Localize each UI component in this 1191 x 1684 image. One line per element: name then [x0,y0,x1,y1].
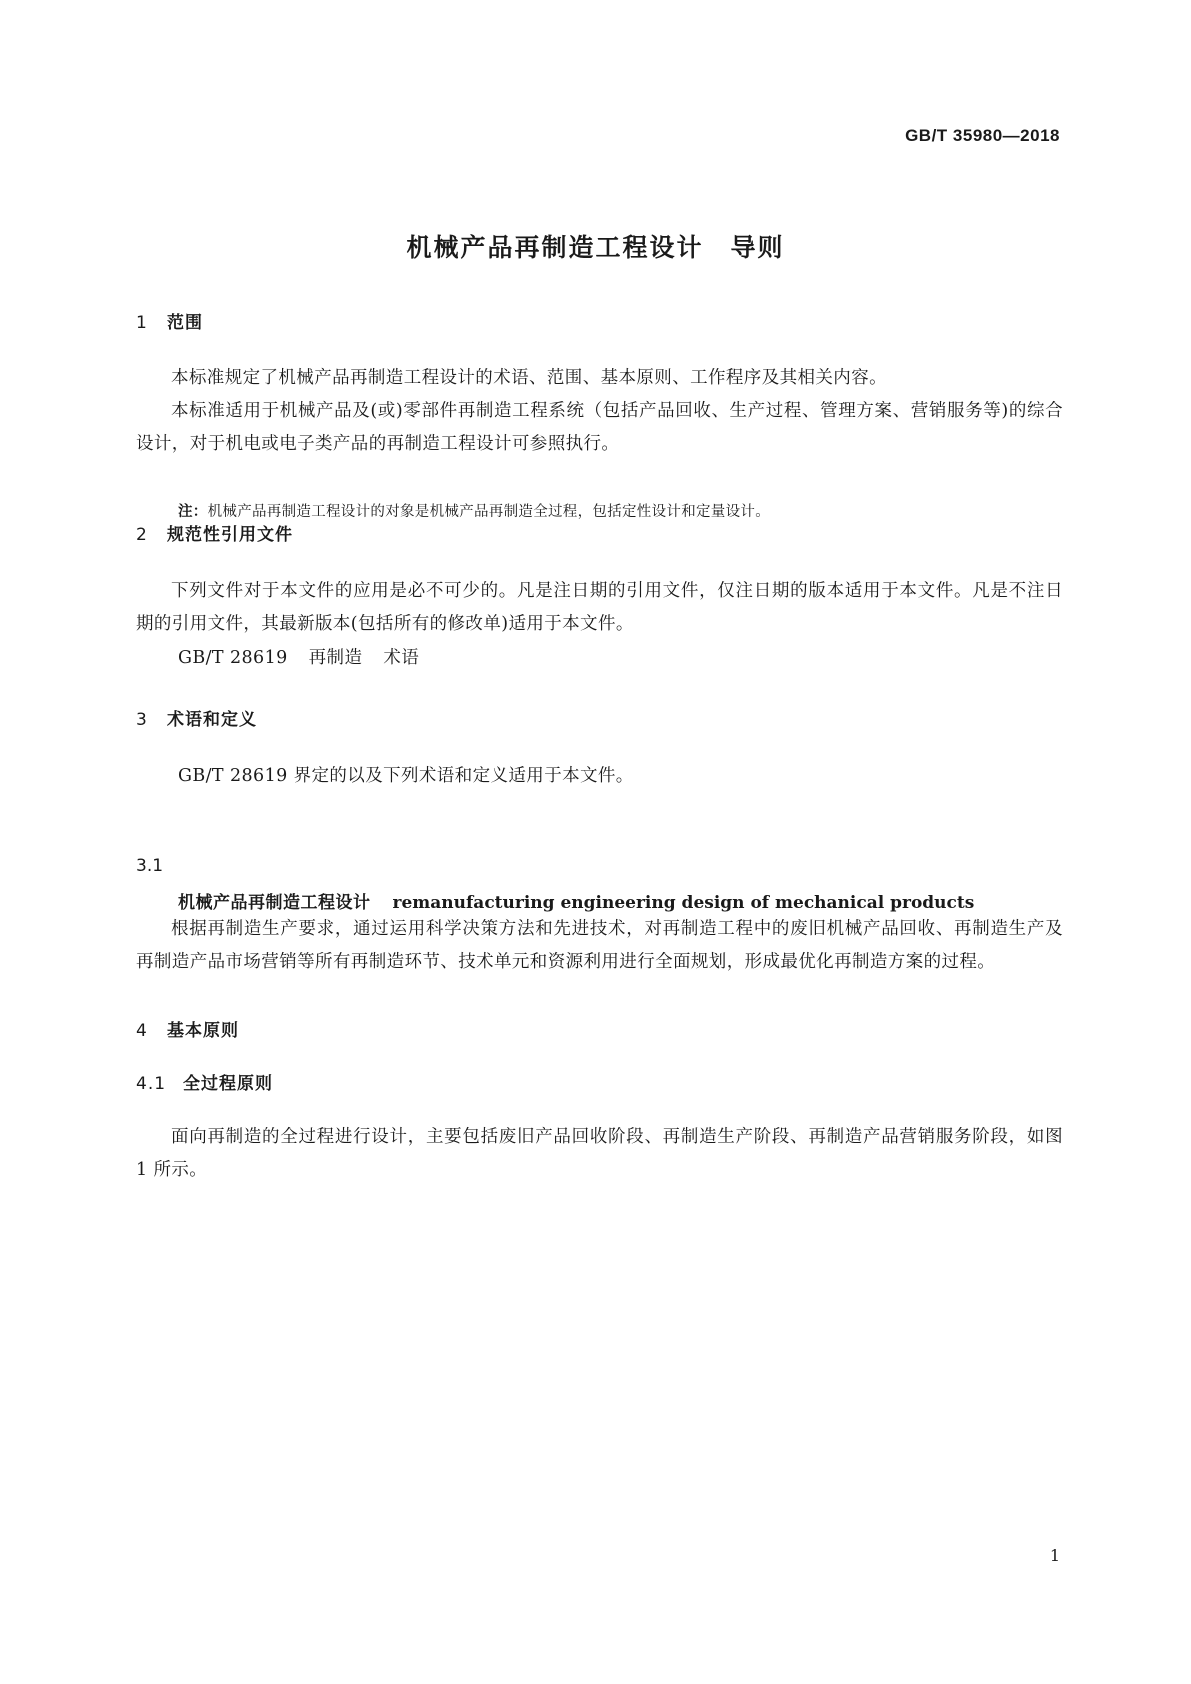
reference-title-part: 术语 [383,648,420,668]
paragraph: 本标准适用于机械产品及(或)零部件再制造工程系统（包括产品回收、生产过程、管理方案、营销服务等)的综合设计，对于机电或电子类产品的再制造工程设计可参照执行。 [136,401,1063,454]
term-chinese: 机械产品再制造工程设计 [178,893,371,913]
document-title: 机械产品再制造工程设计 导则 [406,233,785,262]
clause-number: 3.1 [136,856,164,876]
section-title: 全过程原则 [183,1074,273,1094]
standard-code: GB/T 35980—2018 [905,126,1060,145]
section-title: 基本原则 [167,1021,239,1041]
paragraph: 面向再制造的全过程进行设计，主要包括废旧产品回收阶段、再制造生产阶段、再制造产品营销服务阶段，如图 1 所示。 [136,1127,1063,1180]
paragraph: 本标准规定了机械产品再制造工程设计的术语、范围、基本原则、工作程序及其相关内容。 [171,368,887,388]
section-title: 范围 [167,313,203,333]
term-english: remanufacturing engineering design of mechanical products [392,893,975,913]
reference-title-part: 再制造 [308,648,363,668]
section-4-1-heading [136,1069,273,1094]
section-4-heading [136,1016,239,1041]
section-2-heading [136,520,293,545]
note-text: 机械产品再制造工程设计的对象是机械产品再制造全过程，包括定性设计和定量设计。 [207,504,771,520]
paragraph: GB/T 28619 界定的以及下列术语和定义适用于本文件。 [178,766,634,786]
section-number: 4 [136,1021,148,1041]
note [178,500,770,521]
paragraph: 下列文件对于本文件的应用是必不可少的。凡是注日期的引用文件，仅注日期的版本适用于本文件。凡是不注日期的引用文件，其最新版本(包括所有的修改单)适用于本文件。 [136,581,1063,634]
section-1-heading [136,308,203,333]
section-number: 1 [136,313,148,333]
section-title: 规范性引用文件 [167,525,293,545]
term-definition: 根据再制造生产要求，通过运用科学决策方法和先进技术，对再制造工程中的废旧机械产品回收、再制造生产及再制造产品市场营销等所有再制造环节、技术单元和资源利用进行全面规划，形成最优化再制造方案的过程。 [136,919,1063,972]
page-number: 1 [1049,1546,1060,1565]
section-title: 术语和定义 [167,710,257,730]
section-number: 2 [136,525,148,545]
term-entry [178,888,974,913]
section-3-heading [136,705,257,730]
reference-code: GB/T 28619 [178,648,288,668]
section-number: 3 [136,710,148,730]
section-number: 4.1 [136,1074,167,1094]
normative-reference [178,644,419,669]
note-label: 注： [178,504,208,520]
